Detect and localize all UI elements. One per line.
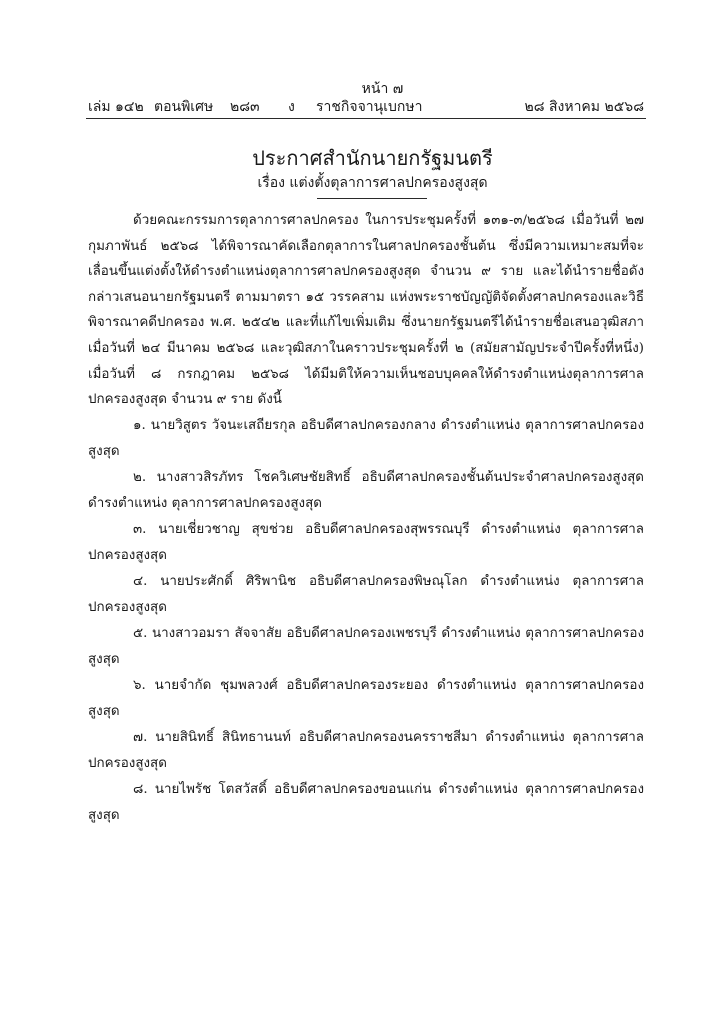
part-label: ตอนพิเศษ <box>154 99 214 115</box>
appointee-item: ๗. นายสินิทธิ์ สินิทธานนท์ อธิบดีศาลปกครองนครราชสีมา ดำรงตำแหน่ง ตุลาการศาลปกครองสูงสุด <box>88 729 644 771</box>
part-suffix: ง <box>288 99 295 115</box>
appointee-item: ๕. นางสาวอมรา สัจจาสัย อธิบดีศาลปกครองเพชรบุรี ดำรงตำแหน่ง ตุลาการศาลปกครองสูงสุด <box>88 625 644 667</box>
announcement-subject: เรื่อง แต่งตั้งตุลาการศาลปกครองสูงสุด <box>257 175 488 191</box>
page-number: หน้า ๗ <box>361 81 404 97</box>
appointee-list <box>88 413 644 829</box>
title-underline <box>317 198 427 199</box>
appointee-item: ๔. นายประศักดิ์ ศิริพานิช อธิบดีศาลปกครองพิษณุโลก ดำรงตำแหน่ง ตุลาการศาลปกครองสูงสุด <box>88 573 644 615</box>
appointee-item: ๑. นายวิสูตร วัจนะเสถียรกุล อธิบดีศาลปกครองกลาง ดำรงตำแหน่ง ตุลาการศาลปกครองสูงสุด <box>88 417 644 459</box>
header-rule <box>86 118 646 119</box>
gazette-name: ราชกิจจานุเบกษา <box>316 99 423 115</box>
announcement-title: ประกาศสำนักนายกรัฐมนตรี <box>252 146 493 170</box>
announcement-body <box>88 208 644 829</box>
appointee-item: ๓. นายเชี่ยวชาญ สุขช่วย อธิบดีศาลปกครองสุพรรณบุรี ดำรงตำแหน่ง ตุลาการศาลปกครองสูงสุด <box>88 521 644 563</box>
volume-number: เล่ม ๑๔๒ <box>88 99 144 115</box>
appointee-item: ๒. นางสาวสิรภัทร โชควิเศษชัยสิทธิ์ อธิบดีศาลปกครองชั้นต้นประจำศาลปกครองสูงสุด ดำรงตำแหน่ง ตุลาการศาลปกครองสูงสุด <box>88 469 644 511</box>
intro-paragraph: ด้วยคณะกรรมการตุลาการศาลปกครอง ในการประชุมครั้งที่ ๑๓๑-๓/๒๕๖๘ เมื่อวันที่ ๒๗ กุมภาพันธ์ ๒๕๖๘ ได้พิจารณาคัดเลือกตุลาการในศาลปกครองชั้นต้น ซึ่งมีความเหมาะสมที่จะเลื่อนขึ้นแต่งตั้งให้ดำรงตำแหน่งตุลาการศาลปกครองสูงสุด จำนวน ๙ ราย และได้นำรายชื่อดังกล่าวเสนอนายกรัฐมนตรี ตามมาตรา ๑๕ วรรคสาม แห่งพระราชบัญญัติจัดตั้งศาลปกครองและวิธีพิจารณาคดีปกครอง พ.ศ. ๒๕๔๒ และที่แก้ไขเพิ่มเติม ซึ่งนายกรัฐมนตรีได้นำรายชื่อเสนอวุฒิสภา เมื่อวันที่ ๒๔ มีนาคม ๒๕๖๘ และวุฒิสภาในคราวประชุมครั้งที่ ๒ (สมัยสามัญประจำปีครั้งที่หนึ่ง) เมื่อวันที่ ๘ กรกฎาคม ๒๕๖๘ ได้มีมติให้ความเห็นชอบบุคคลให้ดำรงตำแหน่งตุลาการศาลปกครองสูงสุด จำนวน ๙ ราย ดังนี้ <box>88 213 644 408</box>
part-number: ๒๘๓ <box>230 99 260 115</box>
appointee-item: ๖. นายจำกัด ชุมพลวงศ์ อธิบดีศาลปกครองระยอง ดำรงตำแหน่ง ตุลาการศาลปกครองสูงสุด <box>88 677 644 719</box>
publication-date: ๒๘ สิงหาคม ๒๕๖๘ <box>524 99 644 115</box>
gazette-header <box>88 96 644 118</box>
appointee-item: ๘. นายไพรัช โตสวัสดิ์ อธิบดีศาลปกครองขอนแก่น ดำรงตำแหน่ง ตุลาการศาลปกครองสูงสุด <box>88 781 644 823</box>
